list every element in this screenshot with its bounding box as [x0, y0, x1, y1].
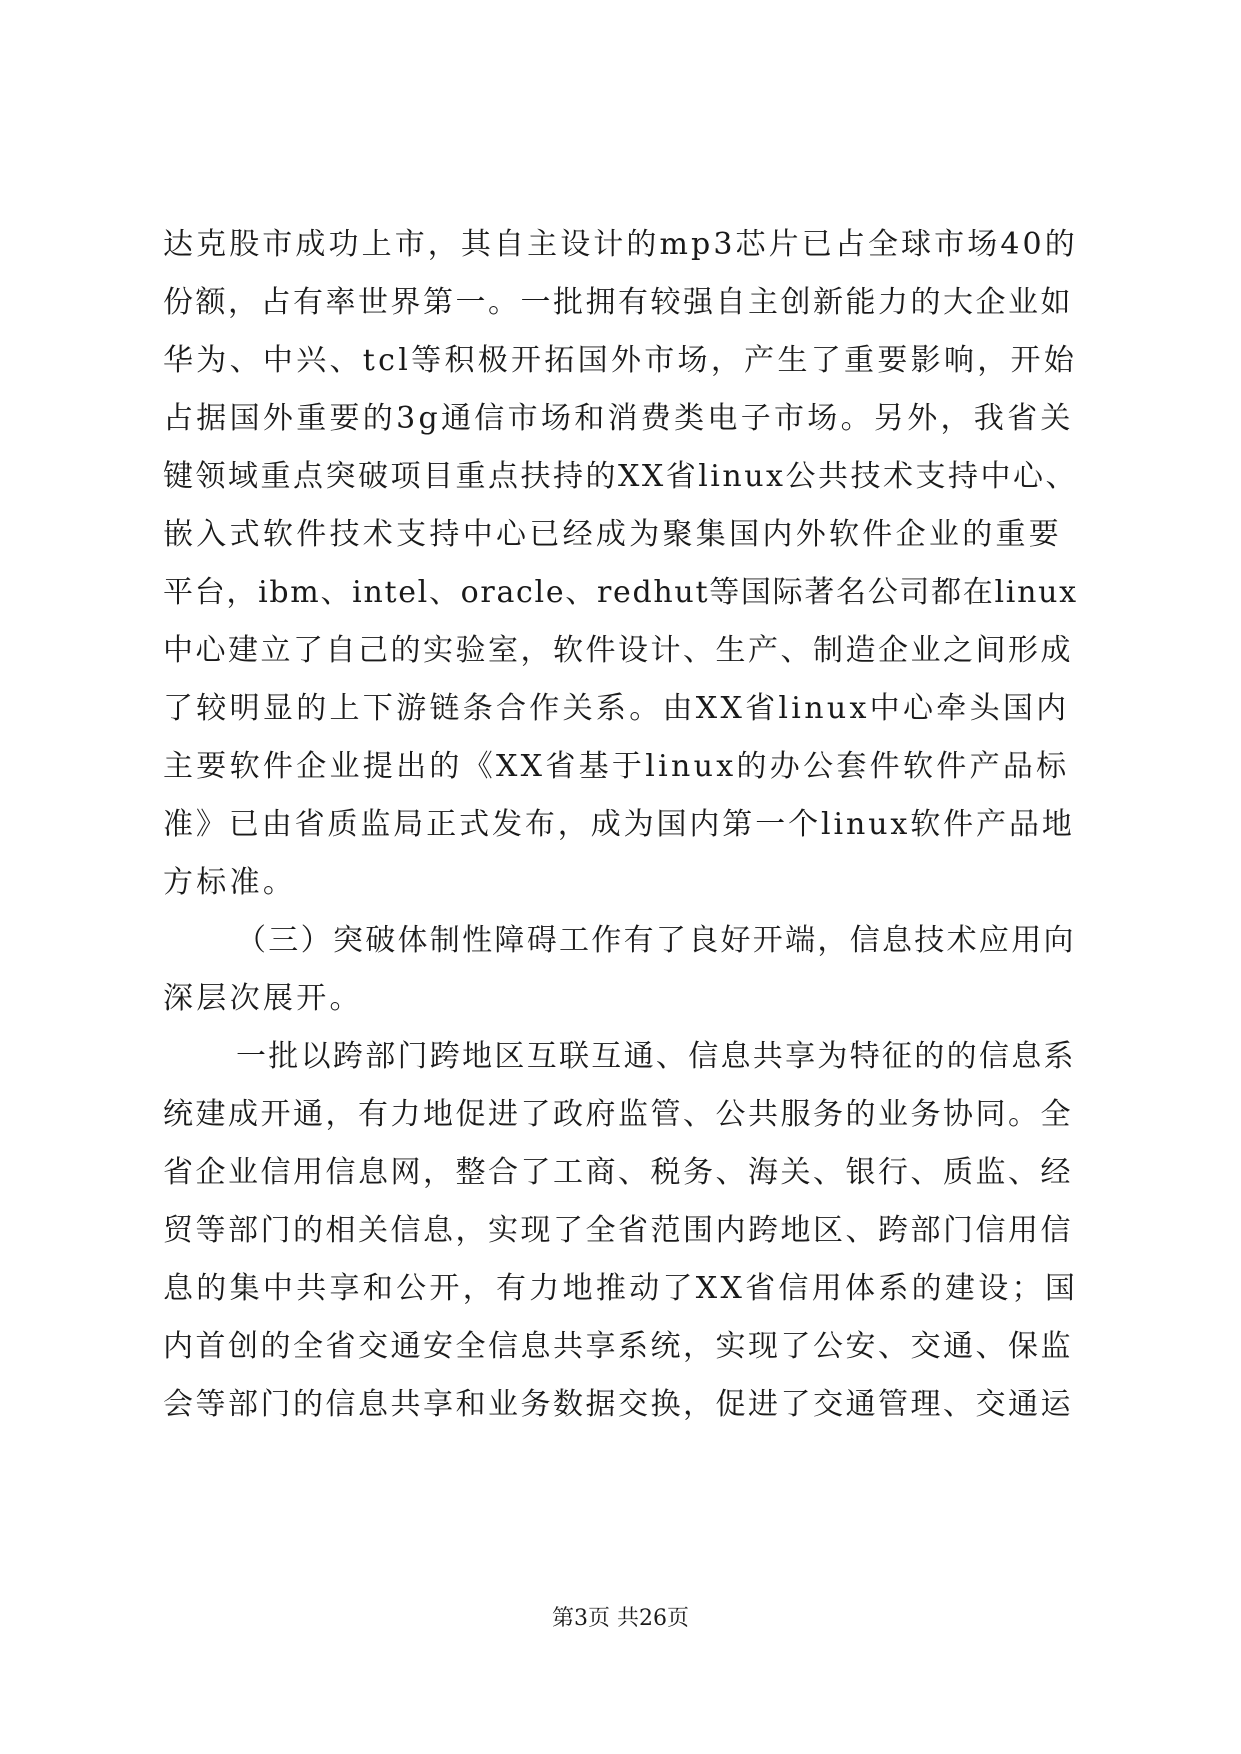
text-line: 达克股市成功上市，其自主设计的mp3芯片已占全球市场40的 [163, 227, 1078, 262]
text-line: 份额，占有率世界第一。一批拥有较强自主创新能力的大企业如 [163, 285, 1073, 320]
text-line: 一批以跨部门跨地区互联互通、信息共享为特征的的信息系 [236, 1039, 1076, 1074]
text-line: 键领域重点突破项目重点扶持的XX省linux公共技术支持中心、 [163, 459, 1078, 494]
text-line: 会等部门的信息共享和业务数据交换，促进了交通管理、交通运 [163, 1387, 1073, 1422]
text-line: 华为、中兴、tcl等积极开拓国外市场，产生了重要影响，开始 [163, 343, 1078, 378]
text-line: 统建成开通，有力地促进了政府监管、公共服务的业务协同。全 [163, 1097, 1073, 1132]
section-heading: （三）突破体制性障碍工作有了良好开端，信息技术应用向 [236, 923, 1076, 958]
text-line: 息的集中共享和公开，有力地推动了XX省信用体系的建设；国 [163, 1271, 1079, 1306]
text-line: 贸等部门的相关信息，实现了全省范围内跨地区、跨部门信用信 [163, 1213, 1073, 1248]
text-line: 嵌入式软件技术支持中心已经成为聚集国内外软件企业的重要 [163, 517, 1063, 552]
text-line: 中心建立了自己的实验室，软件设计、生产、制造企业之间形成 [163, 633, 1073, 668]
text-line: 准》已由省质监局正式发布，成为国内第一个linux软件产品地 [163, 807, 1075, 842]
text-line: 主要软件企业提出的《XX省基于linux的办公套件软件产品标 [163, 749, 1070, 784]
text-line: 平台，ibm、intel、oracle、redhut等国际著名公司都在linux [163, 575, 1078, 610]
section-heading: 深层次展开。 [163, 981, 363, 1016]
text-line: 内首创的全省交通安全信息共享系统，实现了公安、交通、保监 [163, 1329, 1073, 1364]
text-line: 方标准。 [163, 865, 297, 900]
text-line: 省企业信用信息网，整合了工商、税务、海关、银行、质监、经 [163, 1155, 1073, 1190]
text-line: 了较明显的上下游链条合作关系。由XX省linux中心牵头国内 [163, 691, 1070, 726]
text-line: 占据国外重要的3g通信市场和消费类电子市场。另外，我省关 [163, 401, 1074, 436]
page-number-footer: 第3页 共26页 [552, 1606, 689, 1631]
